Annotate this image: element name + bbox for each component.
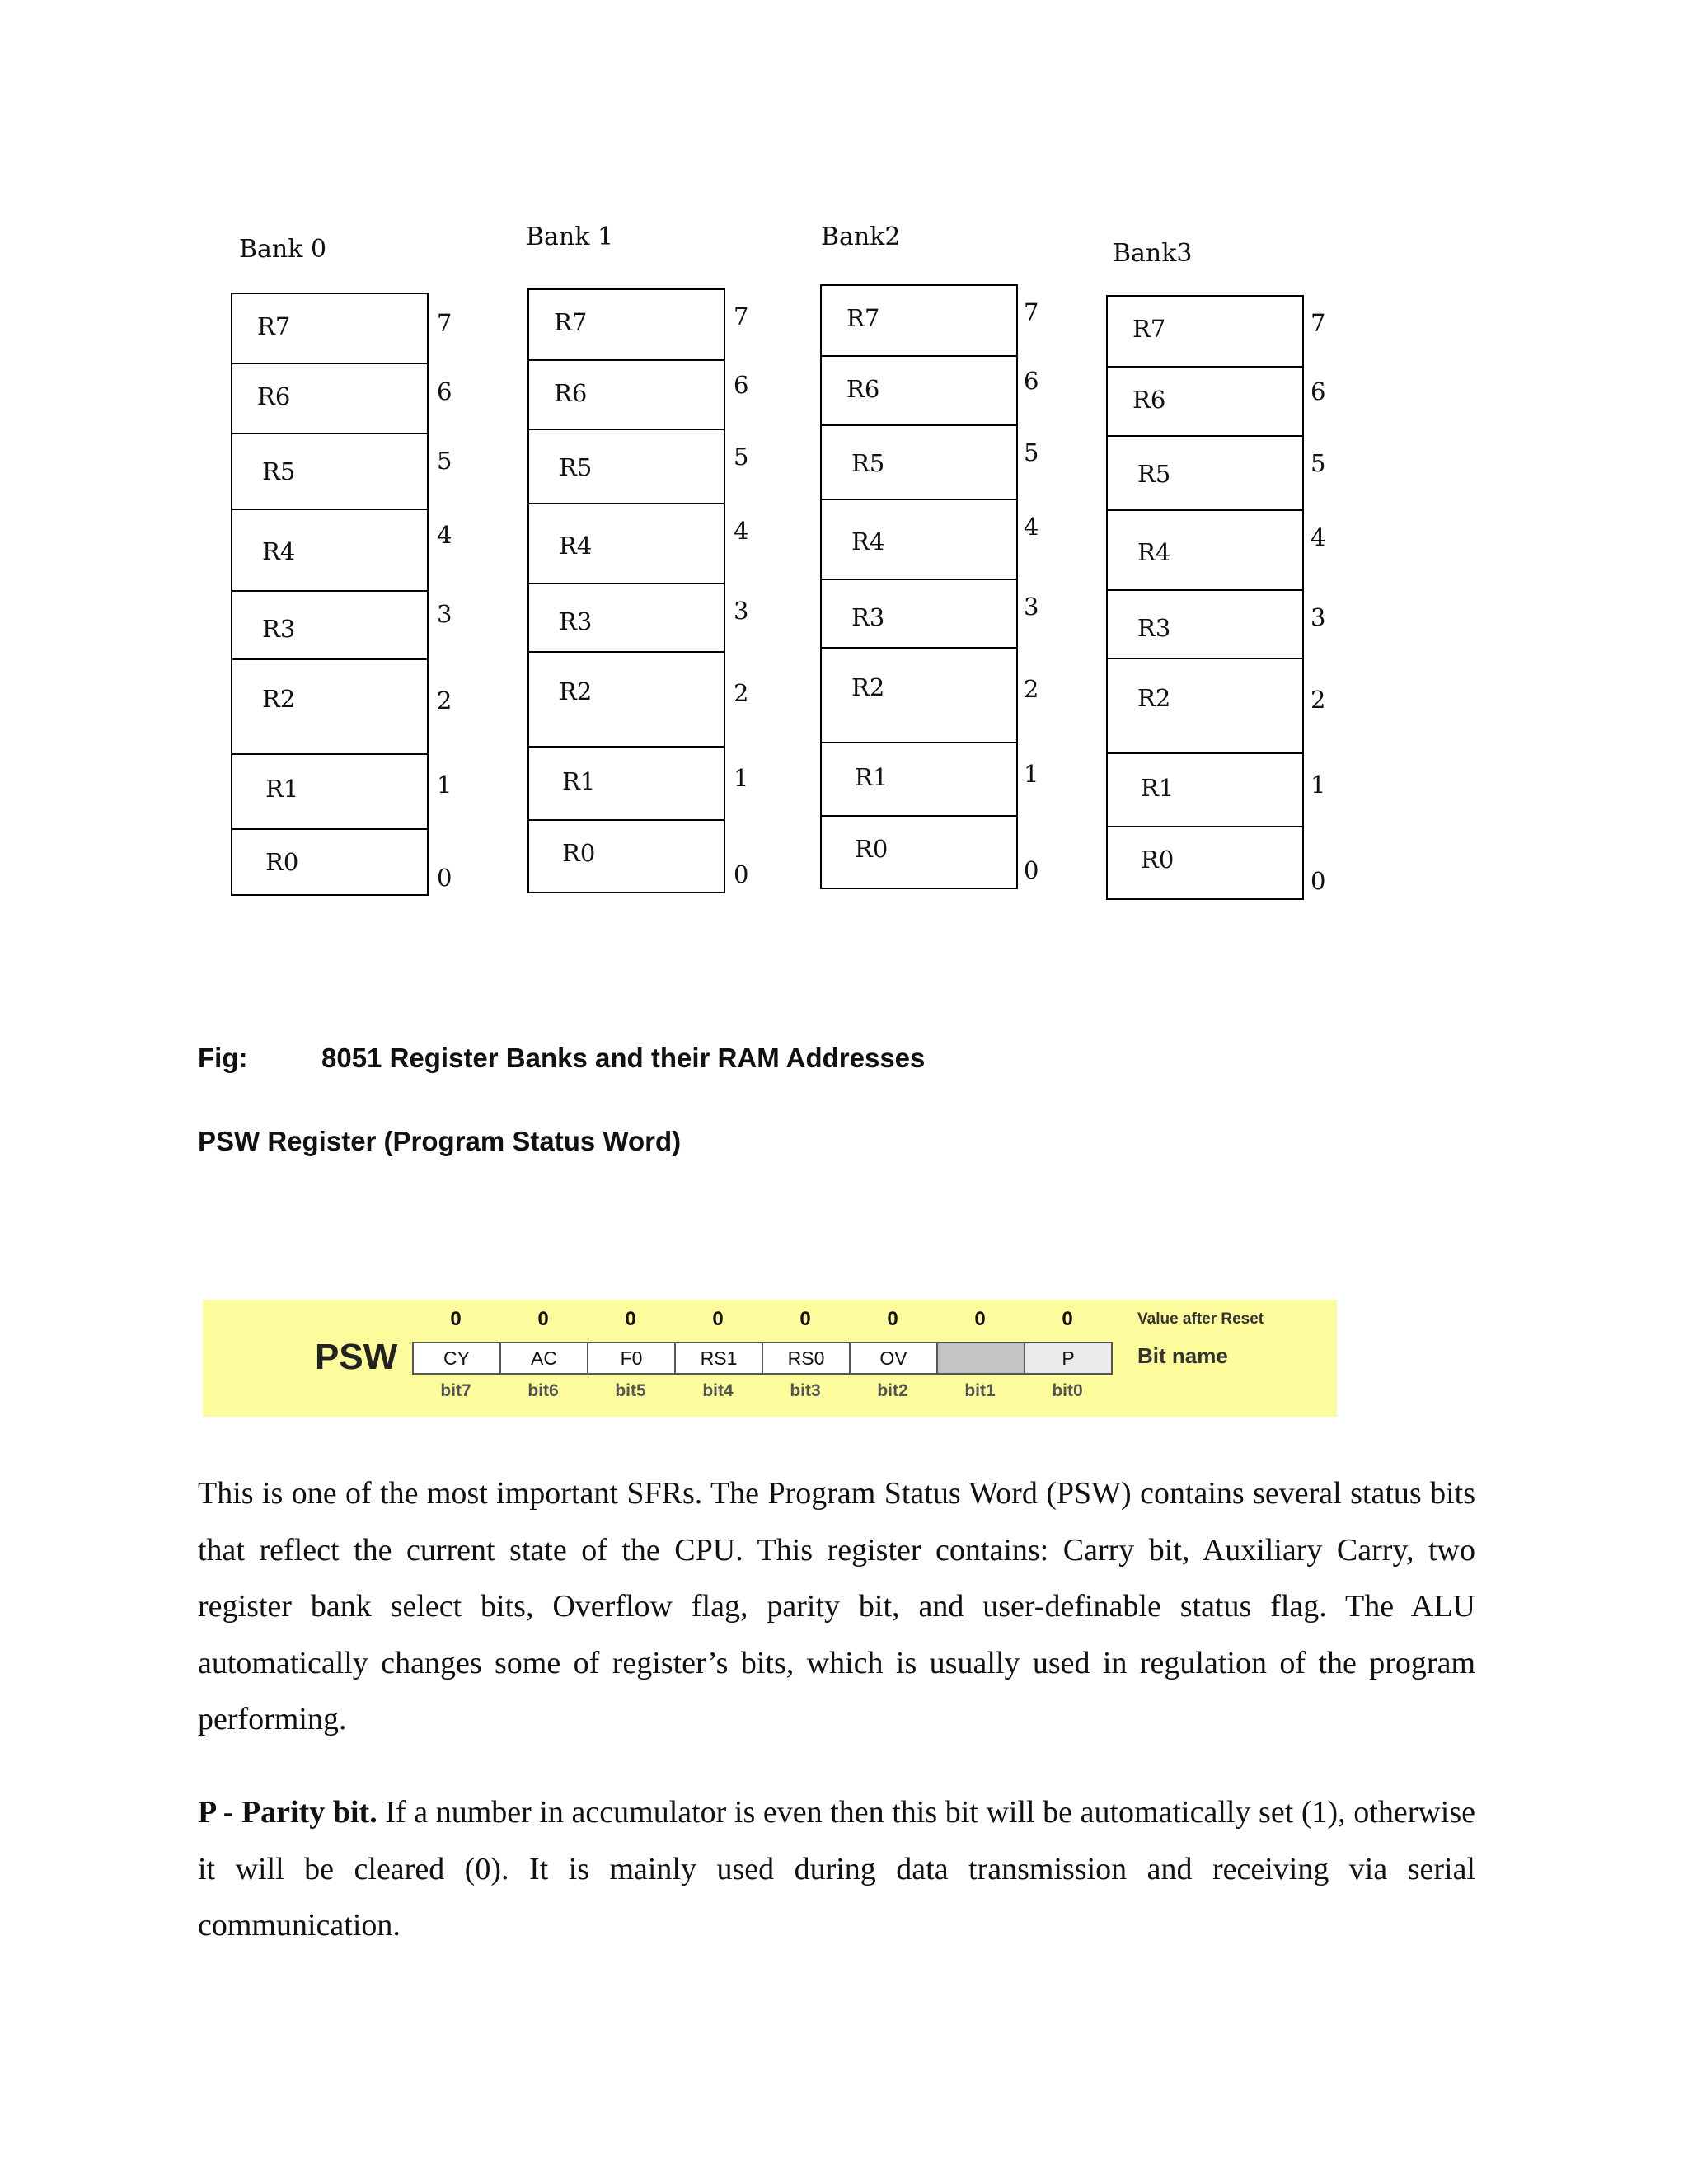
ram-address: 7 (1024, 298, 1039, 326)
ram-address: 4 (1311, 523, 1326, 551)
ram-address: 1 (437, 771, 452, 799)
ram-address: 4 (1024, 513, 1039, 541)
register-cell (529, 290, 724, 361)
ram-address: 4 (437, 521, 452, 549)
register-name: R1 (562, 767, 596, 795)
register-cell (1108, 591, 1302, 659)
register-name: R4 (262, 537, 296, 565)
register-name: R5 (559, 453, 593, 481)
register-cell (529, 504, 724, 584)
register-name: R7 (554, 308, 588, 336)
register-cell (529, 821, 724, 895)
register-bank-box (820, 284, 1018, 889)
register-name: R5 (1137, 460, 1171, 488)
psw-bit-position: bit3 (790, 1381, 821, 1400)
psw-reset-value: 0 (450, 1308, 462, 1330)
register-name: R2 (1137, 684, 1171, 712)
parity-term: P - Parity bit. (198, 1795, 377, 1830)
register-name: R5 (851, 449, 885, 477)
ram-address: 6 (1311, 377, 1326, 405)
register-bank-box (1106, 295, 1304, 900)
ram-address: 3 (1024, 593, 1039, 621)
register-name: R5 (262, 457, 296, 485)
register-name: R4 (1137, 538, 1171, 566)
register-cell (232, 592, 427, 660)
register-cell (232, 830, 427, 898)
register-cell (529, 430, 724, 504)
figure-caption: 8051 Register Banks and their RAM Addresses (321, 1043, 926, 1073)
ram-address: 3 (734, 597, 749, 625)
register-name: R3 (559, 607, 593, 635)
ram-address: 1 (1311, 771, 1326, 799)
psw-reset-value: 0 (537, 1308, 549, 1330)
register-cell (232, 660, 427, 755)
register-cell (822, 743, 1016, 817)
psw-register-name: PSW (315, 1337, 398, 1377)
psw-bit-cell: RS0 (762, 1342, 851, 1375)
register-name: R2 (851, 673, 885, 701)
psw-bit-position: bit1 (964, 1381, 996, 1400)
register-name: R3 (1137, 614, 1171, 642)
figure-caption-prefix: Fig: (198, 1043, 248, 1073)
register-cell (1108, 368, 1302, 437)
bank-label: Bank 0 (239, 235, 327, 264)
ram-address: 3 (1311, 603, 1326, 631)
parity-paragraph (198, 1784, 1475, 1954)
register-cell (529, 653, 724, 748)
register-name: R1 (1141, 774, 1175, 802)
register-name: R7 (846, 304, 880, 332)
register-name: R3 (851, 603, 885, 631)
ram-address: 7 (437, 309, 452, 337)
psw-bit-cell: F0 (587, 1342, 676, 1375)
psw-legend-reset: Value after Reset (1137, 1310, 1264, 1328)
register-cell (822, 357, 1016, 426)
ram-address: 5 (1311, 449, 1326, 477)
psw-reset-value: 0 (887, 1308, 898, 1330)
register-bank-box (231, 293, 429, 896)
register-name: R6 (1132, 386, 1166, 414)
bank-label: Bank 1 (526, 223, 614, 251)
psw-bit-position: bit7 (440, 1381, 471, 1400)
register-cell (822, 580, 1016, 649)
bank-label: Bank2 (821, 223, 901, 251)
register-name: R0 (265, 848, 299, 876)
psw-heading: PSW Register (Program Status Word) (198, 1126, 682, 1156)
ram-address: 1 (734, 764, 749, 792)
register-cell (822, 649, 1016, 743)
register-name: R3 (262, 615, 296, 643)
register-name: R6 (846, 375, 880, 403)
register-name: R0 (855, 835, 889, 863)
ram-address: 7 (734, 302, 749, 330)
psw-bit-cell: P (1024, 1342, 1113, 1375)
psw-reset-value: 0 (974, 1308, 986, 1330)
register-cell (822, 500, 1016, 580)
psw-reset-value: 0 (625, 1308, 636, 1330)
ram-address: 1 (1024, 760, 1039, 788)
register-cell (1108, 827, 1302, 902)
register-cell (1108, 437, 1302, 511)
register-cell (529, 748, 724, 821)
ram-address: 6 (1024, 367, 1039, 395)
register-bank-box (528, 288, 725, 893)
psw-bit-cell: CY (412, 1342, 501, 1375)
psw-bit-position: bit2 (877, 1381, 908, 1400)
register-name: R4 (851, 527, 885, 555)
psw-bit-cell: RS1 (674, 1342, 763, 1375)
register-cell (822, 286, 1016, 357)
register-cell (822, 817, 1016, 891)
register-name: R2 (262, 685, 296, 713)
psw-reset-value: 0 (1062, 1308, 1073, 1330)
ram-address: 3 (437, 600, 452, 628)
ram-address: 5 (437, 447, 452, 475)
register-name: R6 (554, 379, 588, 407)
register-name: R6 (257, 382, 291, 410)
psw-reset-value: 0 (799, 1308, 811, 1330)
register-name: R7 (257, 312, 291, 340)
register-cell (1108, 511, 1302, 591)
register-cell (822, 426, 1016, 500)
register-name: R0 (1141, 846, 1175, 874)
ram-address: 0 (1024, 856, 1039, 884)
register-cell (529, 361, 724, 430)
register-name: R1 (265, 775, 299, 803)
ram-address: 6 (437, 377, 452, 405)
register-cell (232, 755, 427, 830)
psw-legend-bit-name: Bit name (1137, 1343, 1228, 1368)
ram-address: 6 (734, 371, 749, 399)
psw-reset-value: 0 (712, 1308, 724, 1330)
ram-address: 0 (734, 860, 749, 888)
register-name: R1 (855, 763, 889, 791)
register-name: R4 (559, 532, 593, 560)
psw-bit-position: bit5 (615, 1381, 646, 1400)
psw-bit-cell: AC (499, 1342, 588, 1375)
register-cell (1108, 659, 1302, 754)
bank-label: Bank3 (1113, 239, 1193, 268)
register-name: R0 (562, 839, 596, 867)
psw-bit-cell: OV (849, 1342, 938, 1375)
register-cell (232, 294, 427, 364)
ram-address: 2 (734, 679, 749, 707)
register-cell (1108, 754, 1302, 827)
ram-address: 2 (1311, 686, 1326, 714)
ram-address: 2 (437, 687, 452, 715)
register-cell (1108, 297, 1302, 368)
register-cell (232, 510, 427, 592)
intro-paragraph: This is one of the most important SFRs. The Program Status Word (PSW) contains several status bits that reflect the current state of the CPU. This register contains: Carry bit, Auxiliary Carry, two register bank select bits, Overflow flag, parity bit, and user-definable status flag. The ALU automatically changes some of register’s bits, which is usually used in regulation of the program performing. (198, 1476, 1475, 1736)
ram-address: 5 (1024, 438, 1039, 466)
parity-description: If a number in accumulator is even then this bit will be automatically set (1), otherwise it will be cleared (0). It is mainly used during data transmission and receiving via serial communication. (198, 1795, 1476, 1943)
ram-address: 7 (1311, 309, 1326, 337)
ram-address: 0 (437, 864, 452, 892)
ram-address: 4 (734, 517, 749, 545)
ram-address: 5 (734, 443, 749, 471)
psw-bit-position: bit4 (702, 1381, 734, 1400)
psw-bit-position: bit6 (528, 1381, 559, 1400)
register-cell (529, 584, 724, 653)
register-name: R2 (559, 677, 593, 705)
ram-address: 2 (1024, 675, 1039, 703)
register-cell (232, 364, 427, 434)
register-cell (232, 434, 427, 510)
psw-unused-bit (936, 1342, 1025, 1375)
ram-address: 0 (1311, 867, 1326, 895)
register-name: R7 (1132, 315, 1166, 343)
psw-bit-position: bit0 (1052, 1381, 1083, 1400)
